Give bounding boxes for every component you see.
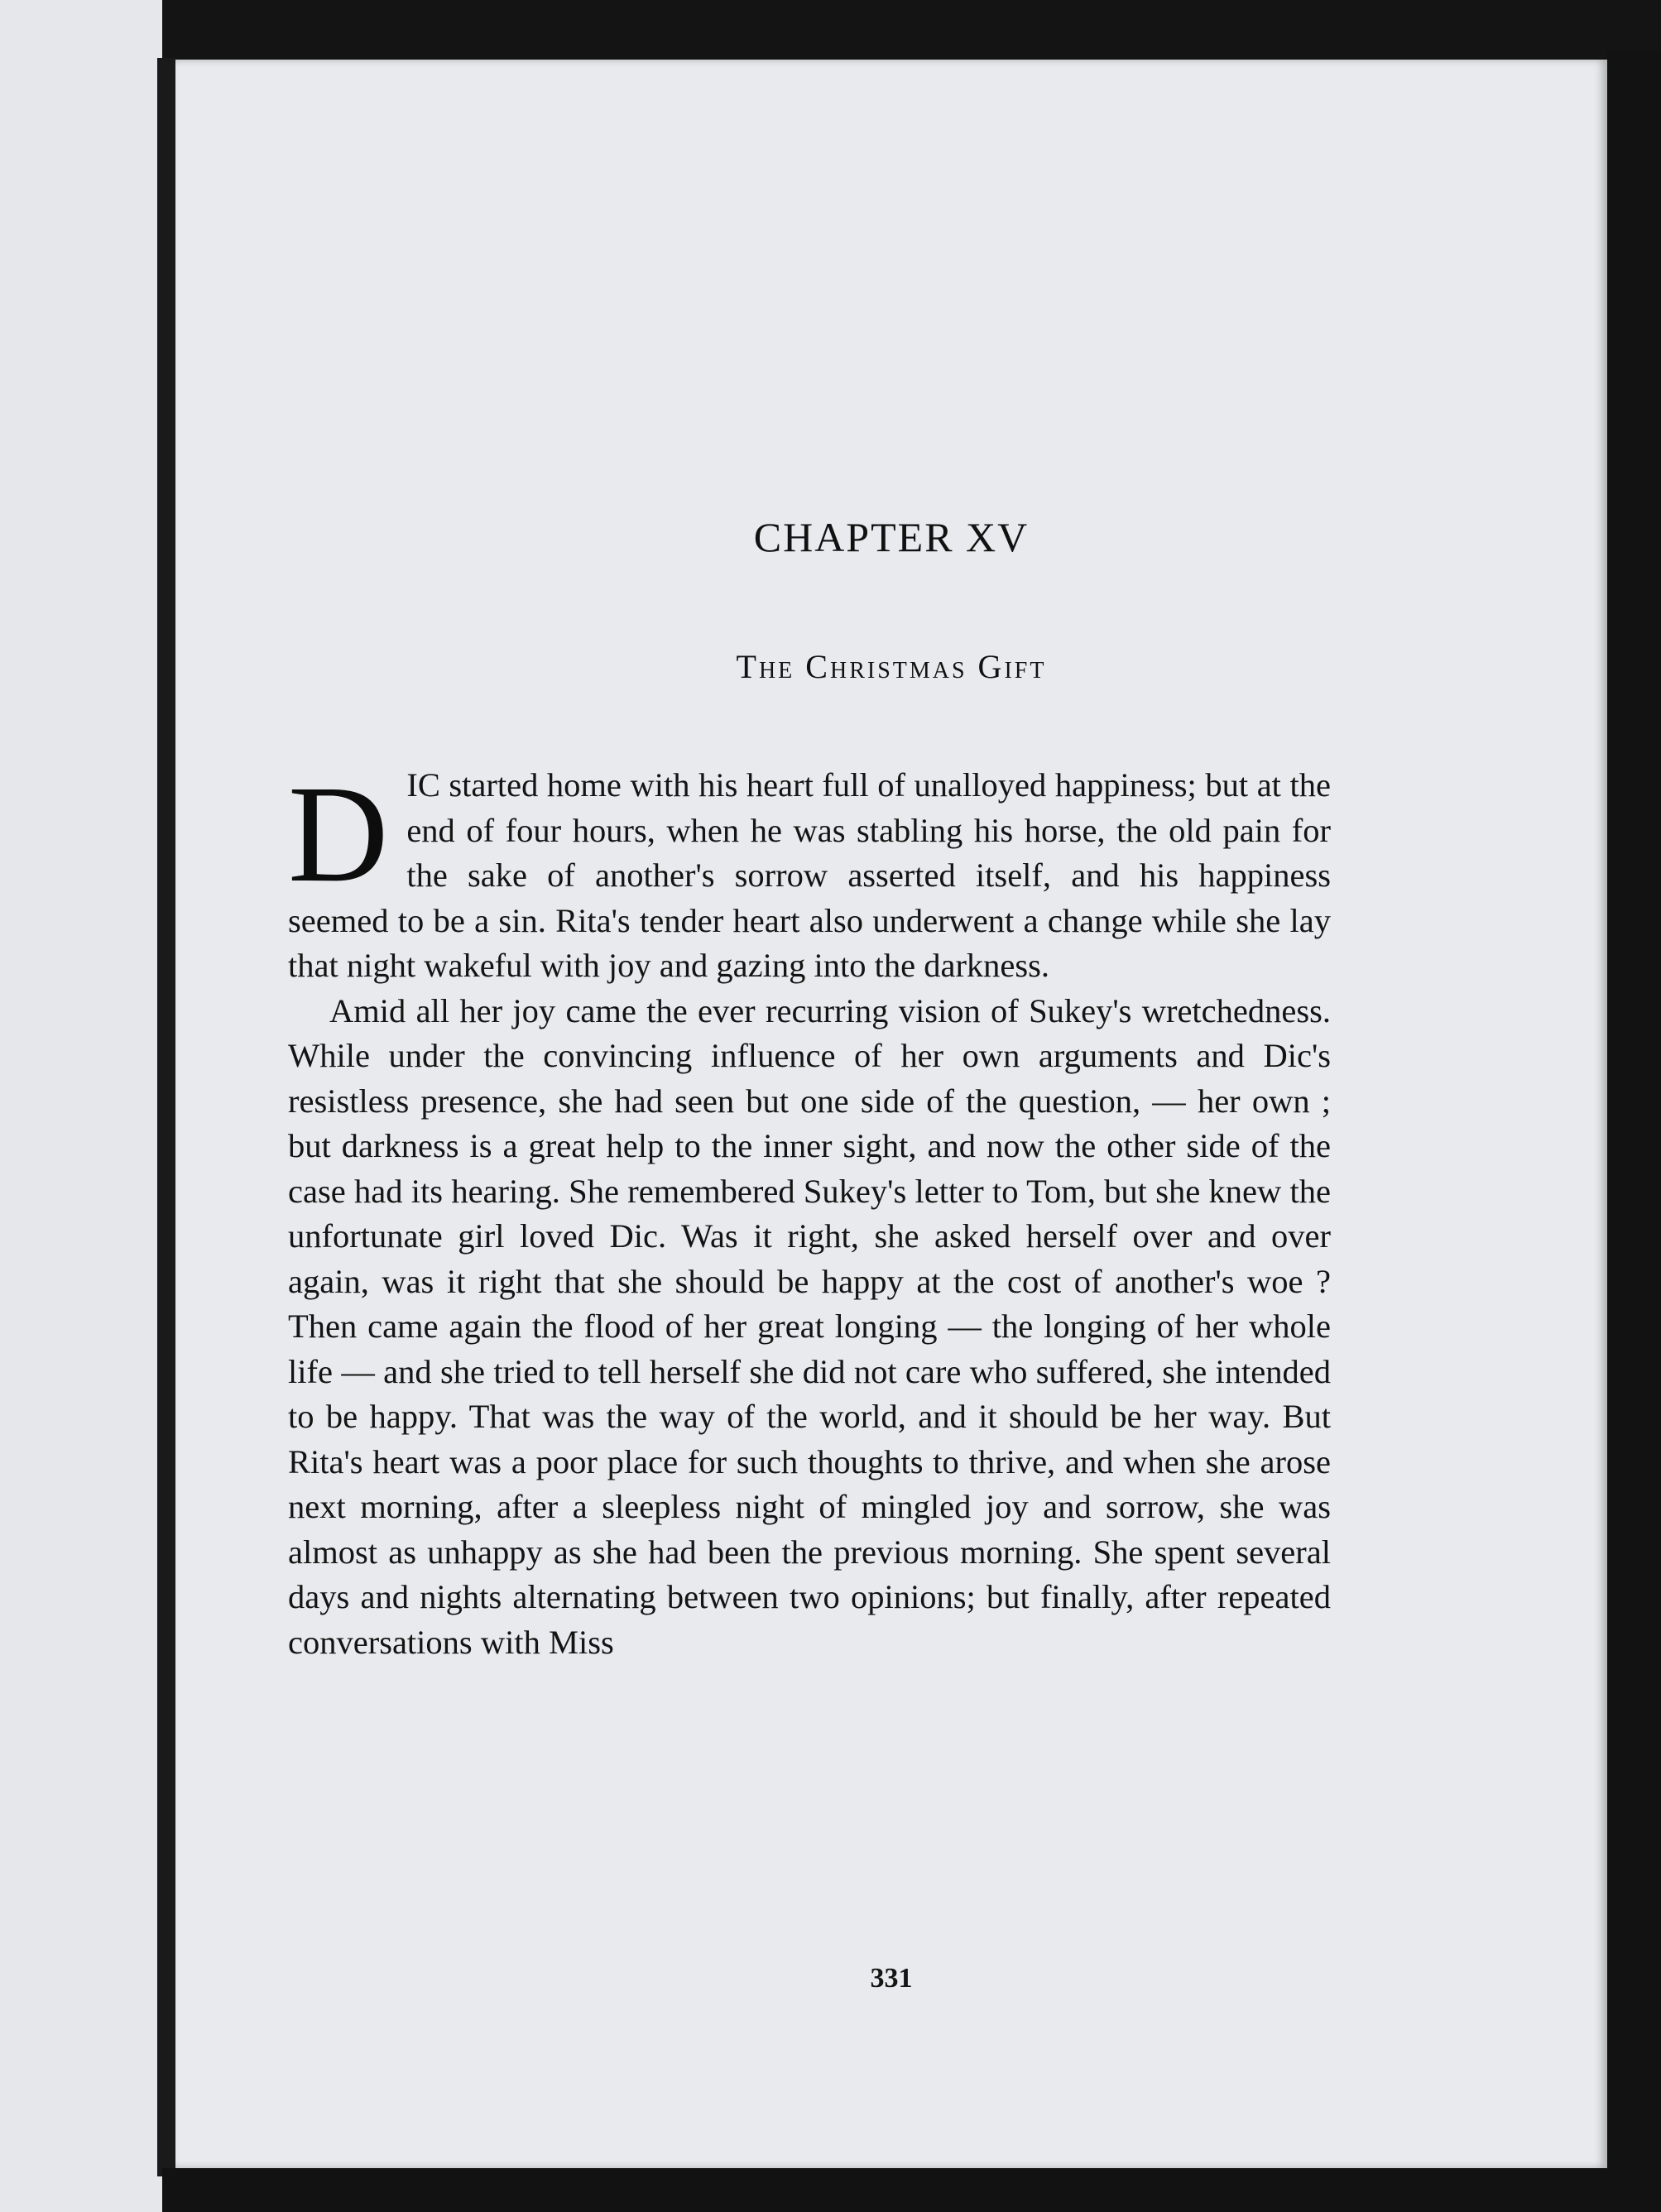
scan-right-edge: [1607, 50, 1661, 2201]
page-number: 331: [870, 1963, 913, 1994]
chapter-body: [288, 757, 1331, 1665]
paragraph-1: [288, 757, 1331, 989]
chapter-subtitle: The Christmas Gift: [736, 648, 1047, 685]
drop-cap: D: [288, 757, 389, 911]
paragraph-1-text: IC started home with his heart full of unalloyed happiness; but at the end of four hours, when he was stabling his horse, the old pain for the sake of another's sorrow asserted itself, and his happiness seemed to be a sin. Rita's tender heart also underwent a change while she lay that night wakeful with joy and gazing into the darkness.: [288, 766, 1331, 984]
facing-page-edge: [0, 0, 162, 2212]
scan-bottom-edge: [162, 2168, 1661, 2212]
chapter-title: CHAPTER XV: [753, 514, 1030, 560]
paragraph-2: Amid all her joy came the ever recurring vision of Sukey's wretchedness. While under the convincing influence of her own arguments and Dic's resistless presence, she had seen but one side of the question, — her own ; but darkness is a great help to the inner sight, and now the other side of the case had its hearing. She remembered Sukey's letter to Tom, but she knew the unfortunate girl loved Dic. Was it right, she asked herself over and over again, was it right that she should be happy at the cost of another's woe ? Then came again the flood of her great longing — the longing of her whole life — and she tried to tell herself she did not care who suffered, she intended to be happy. That was the way of the world, and it should be her way. But Rita's heart was a poor place for such thoughts to thrive, and when she arose next morning, after a sleepless night of mingled joy and sorrow, she was almost as unhappy as she had been the previous morning. She spent several days and nights alternating between two opinions; but finally, after repeated conversations with Miss: [288, 991, 1331, 1661]
book-page: [175, 60, 1607, 2168]
scan-top-edge: [162, 0, 1661, 60]
book-spine: [157, 58, 175, 2176]
